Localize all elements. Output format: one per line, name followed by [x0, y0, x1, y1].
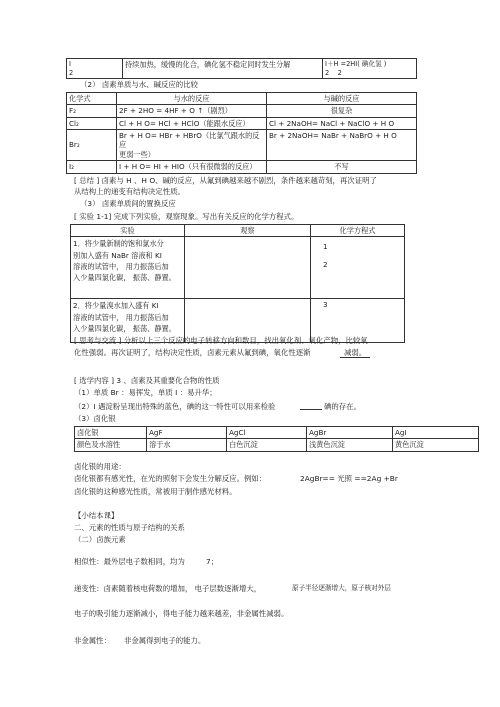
- silver-table-cell: AgCl: [227, 427, 307, 439]
- silver-notes-line-2: 卤化银都有感光性，在光的照射下会发生分解反应。例如：: [74, 474, 267, 483]
- table2-formula: I₂: [67, 161, 117, 173]
- silver-reaction-equation: 2AgBr== 光照 ==2Ag +Br: [300, 474, 398, 483]
- top-table-cell-1: I 2: [67, 59, 123, 79]
- experiment-step-2-line: 入少量四氯化碳， 振荡、静置。: [73, 323, 176, 333]
- table2-water-reaction: Cl + H O= HCl + HClO（能跟水反应）: [117, 117, 267, 129]
- extra-line-1: [ 选学内容 ] 3 、卤素及其重要化合物的性质: [74, 376, 220, 385]
- experiment-header: 实验: [71, 225, 185, 237]
- table2-water-reaction: I + H O= HI + HIO（只有很微弱的反应）: [117, 161, 267, 173]
- experiment-step-1-line: 别加入盛有 NaBr 溶液和 KI: [73, 250, 162, 260]
- extra-line-2: （1）单质 Br ：易挥发，单质 I ：易升华；: [74, 388, 217, 397]
- experiment-table: [70, 224, 405, 343]
- table2-header: 与水的反应: [117, 93, 267, 105]
- silver-halide-table: [74, 426, 479, 452]
- table2-base-reaction: 不写: [267, 161, 417, 173]
- top-table-cell-3: I＋H =2HI( 碘化氢 ) 2 2: [323, 59, 417, 79]
- top-table: [66, 58, 417, 79]
- table2-base-reaction: 很复杂: [267, 105, 417, 117]
- experiment-step-1: [71, 237, 185, 299]
- extra-line-3-end: 碘的存在。: [324, 402, 361, 411]
- silver-table-cell: 溶于水: [147, 439, 227, 451]
- table2-header: 与碱的反应: [267, 93, 417, 105]
- table2-formula: F₂: [67, 105, 117, 117]
- experiment-observation-1: [185, 237, 311, 299]
- experiment-step-1-line: 溶液的试管中， 用力振荡后加: [73, 261, 169, 271]
- equation-number: 2: [323, 259, 328, 269]
- experiment-header: 观察: [185, 225, 311, 237]
- experiment-step-2-line: 溶液的试管中， 用力振荡后加: [73, 312, 169, 322]
- conclusion-title: 【小结本课】: [74, 511, 119, 520]
- silver-table-cell: 卤化银: [75, 427, 147, 439]
- experiment-intro: [ 实验 1-1] 完成下列实验，观察现象。写出有关反应的化学方程式。: [74, 212, 299, 221]
- table2-header: 化学式: [67, 93, 117, 105]
- table2-formula: Br₂: [67, 130, 117, 161]
- table2-water-reaction: 2F + 2HO = 4HF + O ↑（剧烈）: [117, 105, 267, 117]
- table2-base-reaction: Cl + 2NaOH= NaCl + NaClO + H O: [267, 117, 417, 129]
- similarity-label: 相似性：最外层电子数相同，均为: [74, 557, 185, 566]
- experiment-header: 化学方程式: [311, 225, 405, 237]
- trend-line-1b: 原子半径逐渐增大，原子核对外层: [292, 584, 391, 592]
- section-2-title: （2） 卤素单质与水、碱反应的比较: [80, 80, 198, 89]
- silver-table-cell: AgI: [393, 427, 479, 439]
- experiment-equation-2: 3: [311, 299, 405, 343]
- silver-notes-line-1: 卤化银的用途：: [74, 462, 126, 471]
- trend-line-2: 电子的吸引能力逐渐减小，得电子能力越来越差，非金属性减弱。: [74, 609, 289, 618]
- silver-table-cell: AgBr: [307, 427, 393, 439]
- silver-table-cell: 白色沉淀: [227, 439, 307, 451]
- silver-table-cell: AgF: [147, 427, 227, 439]
- silver-notes-line-3: 卤化银的这种感光性质，常被用于制作感光材料。: [74, 487, 237, 496]
- table2-base-reaction: Br + 2NaOH= NaBr + NaBrO + H O: [267, 130, 417, 161]
- summary-line-3: （3） 卤素单质间的置换反应: [80, 199, 176, 208]
- silver-table-cell: 颜色及水溶性: [75, 439, 147, 451]
- extra-line-4: （3）卤化银: [74, 414, 116, 423]
- discussion-answer: 减弱。: [340, 348, 370, 358]
- table2-formula: Cl₂: [67, 117, 117, 129]
- discussion-line-1: [ 思考与交流 ] 分析以上三个反应的电子转移方向和数目，找出氧化剂、氧化产物，比较氧: [74, 336, 368, 345]
- equation-number: 1: [323, 242, 328, 252]
- summary-line-2: 从结构上的递变有结构决定性质。: [74, 187, 185, 196]
- experiment-equation-1: [311, 237, 405, 299]
- nonmetal-label: 非金属性：: [74, 636, 111, 645]
- experiment-step-2-line: 2．将少量溴水加入盛有 KI: [73, 301, 159, 311]
- top-table-cell-2: 持续加热，缓慢的化合，碘化氢不稳定同时发生分解: [123, 59, 323, 79]
- trend-line-1: 递变性：卤素随着核电荷数的增加， 电子层数逐渐增大，: [74, 584, 262, 593]
- conclusion-line-1: 二、元素的性质与原子结构的关系: [74, 523, 185, 532]
- experiment-step-1-line: 入少量四氯化碳， 振荡、静置。: [73, 272, 176, 282]
- extra-line-3: （2）I 遇淀粉呈现出特殊的蓝色，碘的这一特性可以用来检验: [74, 402, 276, 411]
- silver-table-cell: 浅黄色沉淀: [307, 439, 393, 451]
- conclusion-line-2: （二）卤族元素: [74, 535, 126, 544]
- nonmetal-definition: 非金属得到电子的能力。: [124, 636, 206, 645]
- similarity-value: 7；: [206, 557, 219, 566]
- table2-water-reaction: Br + H O= HBr + HBrO（比氯气跟水的反应 更弱一些）: [117, 130, 267, 161]
- experiment-step-1-line: 1．将少量新制的饱和氯水分: [73, 239, 164, 249]
- silver-table-cell: 黄色沉淀: [393, 439, 479, 451]
- halogen-reaction-table: [66, 92, 417, 174]
- extra-line-3-blank: [300, 409, 322, 410]
- summary-line-1: [ 总结 ] 卤素与 H 、H O、碱的反应，从氟到碘越来越不剧烈，条件越来越苛刻，再次证明了: [74, 176, 377, 185]
- discussion-line-2: 化性强弱。再次证明了，结构决定性质，卤素元素从氟到碘，氧化性逐渐: [74, 348, 311, 357]
